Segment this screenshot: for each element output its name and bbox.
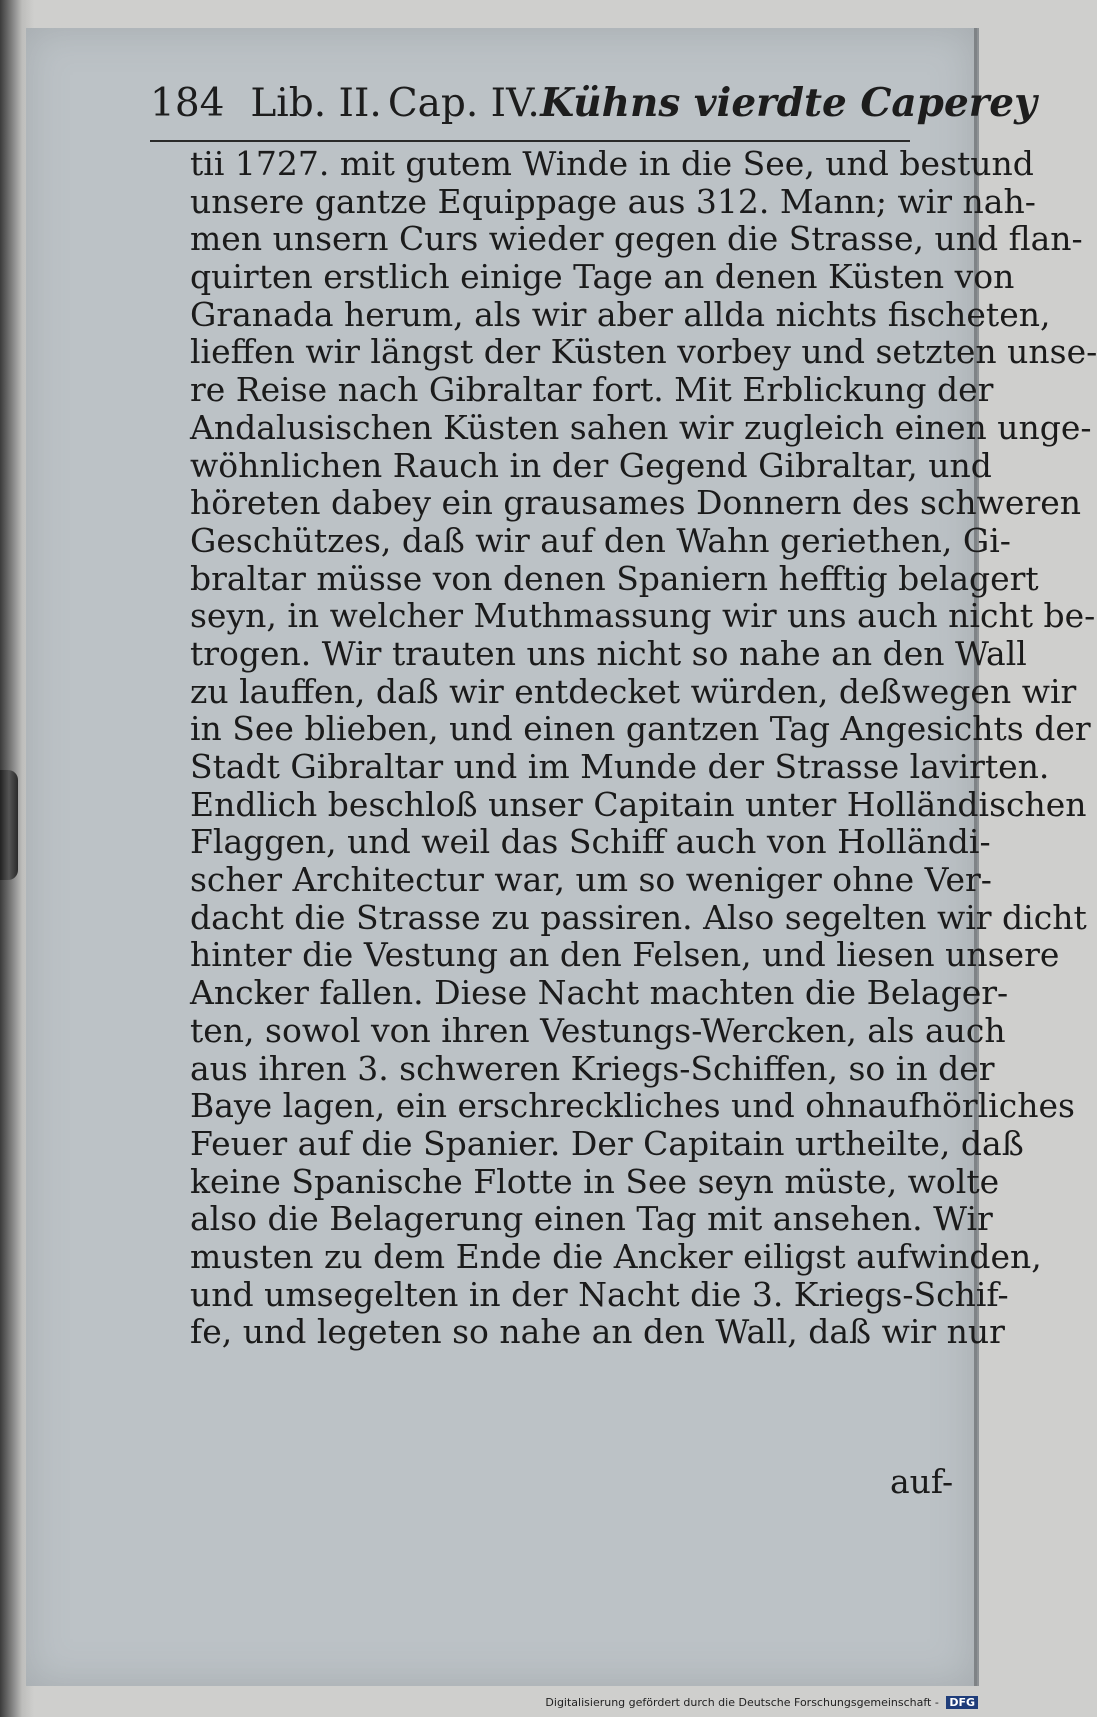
- text-line: keine Spanische Flotte in See seyn müste, wolte: [190, 1161, 1000, 1201]
- text-line: hinter die Vestung an den Felsen, und liesen unsere: [190, 935, 1060, 975]
- text-line: Baye lagen, ein erschreckliches und ohnaufhörliches: [190, 1086, 1075, 1126]
- text-line: quirten erstlich einige Tage an denen Küsten von: [190, 257, 1015, 297]
- text-line: aus ihren 3. schweren Kriegs-Schiffen, so in der: [190, 1048, 995, 1088]
- text-line: Endlich beschloß unser Capitain unter Holländischen: [190, 784, 1087, 824]
- book-clip: [0, 770, 18, 880]
- text-line: wöhnlichen Rauch in der Gegend Gibraltar, und: [190, 445, 992, 485]
- text-line: tii 1727. mit gutem Winde in die See, und bestund: [190, 144, 1034, 183]
- header-title: Kühns vierdte Caperey: [540, 80, 1037, 126]
- page-number: 184: [150, 81, 225, 126]
- text-line: men unsern Curs wieder gegen die Strasse, und flan-: [190, 219, 1083, 259]
- text-line: unsere gantze Equippage aus 312. Mann; wir nah-: [190, 181, 1036, 221]
- footer-text: Digitalisierung gefördert durch die Deutsche Forschungsgemeinschaft -: [545, 1696, 939, 1709]
- digitization-footer: [538, 1696, 978, 1712]
- text-line: Flaggen, und weil das Schiff auch von Holländi-: [190, 822, 991, 862]
- running-header: [150, 80, 1037, 142]
- text-line: Geschützes, daß wir auf den Wahn geriethen, Gi-: [190, 520, 1011, 560]
- text-line: braltar müsse von denen Spaniern hefftig belagert: [190, 558, 1039, 598]
- text-line: trogen. Wir trauten uns nicht so nahe an den Wall: [190, 633, 1027, 673]
- text-line: Feuer auf die Spanier. Der Capitain urtheilte, daß: [190, 1123, 1024, 1163]
- text-line: Granada herum, als wir aber allda nichts fischeten,: [190, 294, 1051, 334]
- text-line: lieffen wir längst der Küsten vorbey und setzten unse-: [190, 332, 1097, 372]
- text-line: Stadt Gibraltar und im Munde der Strasse lavirten.: [190, 747, 1050, 786]
- text-line: musten zu dem Ende die Ancker eiligst aufwinden,: [190, 1236, 1042, 1276]
- text-line: Ancker fallen. Diese Nacht machten die Belager-: [190, 973, 1009, 1013]
- text-line: also die Belagerung einen Tag mit ansehen. Wir: [190, 1199, 993, 1239]
- text-line: in See blieben, und einen gantzen Tag Angesichts der: [190, 709, 1091, 749]
- text-line: Andalusischen Küsten sahen wir zugleich einen unge-: [190, 407, 1092, 447]
- text-line: zu lauffen, daß wir entdecket würden, deßwegen wir: [190, 671, 1077, 711]
- body-text: [190, 144, 1097, 1352]
- text-line: ten, sowol von ihren Vestungs-Wercken, als auch: [190, 1010, 1006, 1050]
- header-cap: Cap. IV.: [387, 81, 540, 126]
- catchword: auf-: [890, 1462, 954, 1501]
- text-line: fe, und legeten so nahe an den Wall, daß wir nur: [190, 1312, 1005, 1352]
- text-line: scher Architectur war, um so weniger ohne Ver-: [190, 860, 992, 900]
- text-line: und umsegelten in der Nacht die 3. Kriegs-Schif-: [190, 1274, 1009, 1314]
- text-line: seyn, in welcher Muthmassung wir uns auch nicht be-: [190, 596, 1096, 636]
- text-line: dacht die Strasse zu passiren. Also segelten wir dicht: [190, 897, 1087, 937]
- text-line: re Reise nach Gibraltar fort. Mit Erblickung der: [190, 370, 994, 410]
- text-line: höreten dabey ein grausames Donnern des schweren: [190, 483, 1082, 523]
- dfg-logo: DFG: [946, 1696, 978, 1709]
- header-lib: Lib. II.: [250, 81, 382, 126]
